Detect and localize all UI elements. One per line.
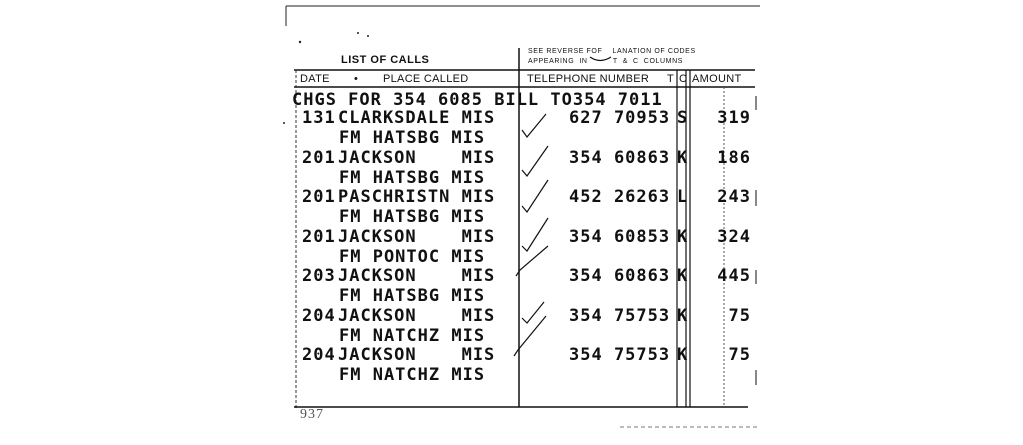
call-phone: 452 26263 [569, 187, 671, 207]
call-from: FM PONTOC MIS [339, 246, 486, 267]
call-date: 203 [302, 266, 336, 286]
call-date: 131 [302, 108, 336, 128]
call-code: L [677, 187, 689, 207]
call-code: K [677, 266, 689, 286]
col-header-dot: • [354, 73, 359, 85]
call-place: JACKSON MIS [338, 226, 496, 247]
page-number: 937 [300, 407, 324, 422]
call-code: K [677, 305, 689, 326]
charges-summary-line: CHGS FOR 354 6085 BILL TO354 7011 [292, 90, 663, 110]
call-phone: 354 60863 [569, 147, 671, 168]
call-from: FM HATSBG MIS [339, 128, 486, 148]
col-header-telephone: TELEPHONE NUMBER [527, 73, 650, 85]
call-amount: 243 [717, 187, 751, 207]
call-amount: 75 [728, 345, 751, 365]
col-header-place: PLACE CALLED [383, 73, 469, 85]
call-from: FM HATSBG MIS [339, 286, 486, 306]
call-place: CLARKSDALE MIS [338, 108, 496, 128]
call-code: K [677, 345, 689, 365]
list-title: LIST OF CALLS [341, 54, 430, 66]
call-amount: 186 [717, 147, 751, 168]
call-from: FM NATCHZ MIS [339, 365, 486, 385]
call-place: PASCHRISTN MIS [338, 187, 496, 207]
call-phone: 354 75753 [569, 345, 671, 365]
call-phone: 354 75753 [569, 305, 671, 326]
call-place: JACKSON MIS [338, 305, 496, 326]
call-phone: 627 70953 [569, 108, 671, 128]
col-header-t: T [667, 73, 675, 85]
codes-note-line-2: APPEARING IN T & C COLUMNS [528, 58, 684, 65]
call-from: FM HATSBG MIS [339, 207, 486, 227]
call-place: JACKSON MIS [338, 345, 496, 365]
call-code: S [677, 108, 689, 128]
call-date: 204 [302, 305, 336, 326]
call-date: 201 [302, 187, 336, 207]
call-date: 201 [302, 147, 336, 168]
call-amount: 324 [717, 226, 751, 247]
call-place: JACKSON MIS [338, 147, 496, 168]
call-amount: 75 [728, 305, 751, 326]
call-amount: 445 [717, 266, 751, 286]
call-date: 204 [302, 345, 336, 365]
col-header-c: C [679, 73, 688, 85]
call-code: K [677, 147, 689, 168]
call-phone: 354 60853 [569, 226, 671, 247]
codes-note-line-1: SEE REVERSE FOF LANATION OF CODES [528, 48, 696, 55]
call-place: JACKSON MIS [338, 266, 496, 286]
call-from: FM HATSBG MIS [339, 167, 486, 188]
call-amount: 319 [717, 108, 751, 128]
col-header-amount: AMOUNT [692, 73, 742, 85]
call-code: K [677, 226, 689, 247]
col-header-date: DATE [300, 73, 330, 85]
call-phone: 354 60863 [569, 266, 671, 286]
call-date: 201 [302, 226, 336, 247]
call-from: FM NATCHZ MIS [339, 325, 486, 346]
